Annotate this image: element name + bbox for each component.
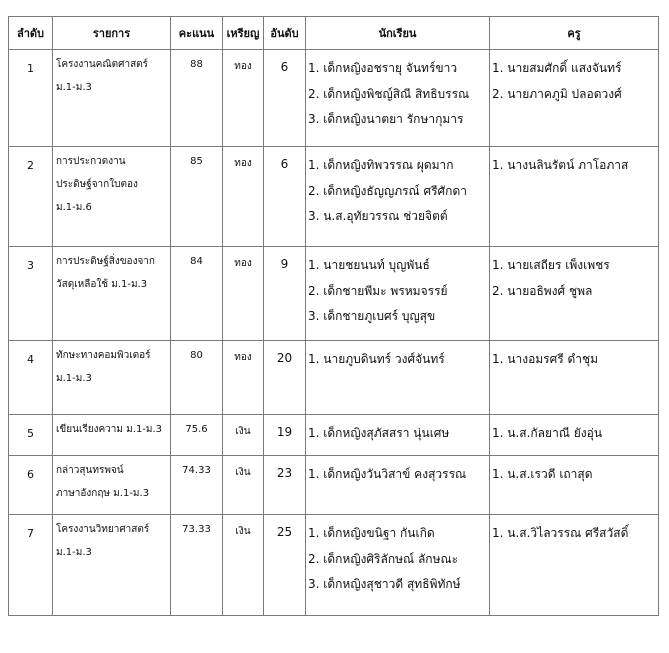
item-cell xyxy=(53,341,171,415)
item-text-line: ม.1-ม.3 xyxy=(56,373,92,384)
header-score: คะแนน xyxy=(171,17,223,50)
rank-cell: 3 xyxy=(9,247,53,341)
students-cell xyxy=(306,341,490,415)
students-cell xyxy=(306,515,490,616)
medal-cell: เงิน xyxy=(223,515,264,616)
order-cell: 20 xyxy=(264,341,306,415)
item-text-line: เขียนเรียงความ ม.1-ม.3 xyxy=(56,424,163,435)
table-row xyxy=(9,147,659,247)
item-text-line: การประกวดงาน xyxy=(56,156,126,167)
score-cell: 75.6 xyxy=(171,415,223,456)
student-name: 1. เด็กหญิงทิพวรรณ ผุดมาก xyxy=(308,158,454,172)
item-cell xyxy=(53,515,171,616)
teacher-name: 1. น.ส.กัลยาณี ยังอุ่น xyxy=(492,426,603,440)
header-teachers: ครู xyxy=(490,17,659,50)
student-name: 3. เด็กหญิงสุชาวดี สุทธิพิทักษ์ xyxy=(308,577,461,591)
teachers-cell xyxy=(490,50,659,147)
student-name: 1. นายชยนนท์ บุญพันธ์ xyxy=(308,258,430,272)
order-cell: 25 xyxy=(264,515,306,616)
medal-cell: เงิน xyxy=(223,456,264,515)
medal-cell: ทอง xyxy=(223,50,264,147)
teachers-cell xyxy=(490,456,659,515)
score-cell: 73.33 xyxy=(171,515,223,616)
results-table xyxy=(8,16,659,616)
rank-cell: 5 xyxy=(9,415,53,456)
order-cell: 6 xyxy=(264,147,306,247)
teachers-cell xyxy=(490,147,659,247)
student-name: 2. เด็กหญิงพิชญ์สิณี สิทธิบรรณ xyxy=(308,86,470,101)
student-name: 1. เด็กหญิงขนิฐา กันเกิด xyxy=(308,526,435,540)
item-cell xyxy=(53,50,171,147)
item-text-line: ภาษาอังกฤษ ม.1-ม.3 xyxy=(56,488,150,499)
students-cell xyxy=(306,456,490,515)
students-cell xyxy=(306,415,490,456)
teacher-name: 1. นางอมรศรี ดำชุม xyxy=(492,352,599,366)
item-text-line: กล่าวสุนทรพจน์ xyxy=(56,465,124,476)
teacher-name: 2. นายภาคภูมิ ปลอดวงศ์ xyxy=(492,86,622,101)
item-text-line: ม.1-ม.3 xyxy=(56,82,92,93)
order-cell: 6 xyxy=(264,50,306,147)
student-name: 3. เด็กชายภูเบศร์ บุญสุข xyxy=(308,309,436,323)
medal-cell: ทอง xyxy=(223,341,264,415)
teachers-cell xyxy=(490,341,659,415)
table-row xyxy=(9,515,659,616)
table-row xyxy=(9,50,659,147)
item-cell xyxy=(53,147,171,247)
student-name: 1. เด็กหญิงวันวิสาข์ คงสุวรรณ xyxy=(308,467,467,481)
student-name: 2. เด็กหญิงธัญญภรณ์ ศรีศักดา xyxy=(308,183,467,198)
student-name: 1. เด็กหญิงอชรายุ จันทร์ขาว xyxy=(308,61,458,75)
rank-cell: 7 xyxy=(9,515,53,616)
item-text-line: โครงงานคณิตศาสตร์ xyxy=(56,59,149,70)
student-name: 3. เด็กหญิงนาตยา รักษากุมาร xyxy=(308,112,464,126)
table-row xyxy=(9,247,659,341)
score-cell: 80 xyxy=(171,341,223,415)
header-students: นักเรียน xyxy=(306,17,490,50)
medal-cell: ทอง xyxy=(223,147,264,247)
item-text-line: ม.1-ม.6 xyxy=(56,202,92,213)
header-item: รายการ xyxy=(53,17,171,50)
students-cell xyxy=(306,147,490,247)
medal-cell: ทอง xyxy=(223,247,264,341)
score-cell: 84 xyxy=(171,247,223,341)
item-text-line: ประดิษฐ์จากใบตอง xyxy=(56,179,138,190)
item-cell xyxy=(53,247,171,341)
item-cell xyxy=(53,415,171,456)
order-cell: 9 xyxy=(264,247,306,341)
student-name: 3. น.ส.อุทัยวรรณ ช่วยจิตต์ xyxy=(308,209,448,223)
item-text-line: ม.1-ม.3 xyxy=(56,547,92,558)
table-row xyxy=(9,341,659,415)
teacher-name: 1. นางนลินรัตน์ ภาโอภาส xyxy=(492,158,629,172)
teacher-name: 1. นายสมศักดิ์ แสงจันทร์ xyxy=(492,61,622,75)
teacher-name: 1. น.ส.เรวดี เถาสุด xyxy=(492,467,593,481)
header-order: อันดับ xyxy=(264,17,306,50)
order-cell: 23 xyxy=(264,456,306,515)
score-cell: 74.33 xyxy=(171,456,223,515)
rank-cell: 4 xyxy=(9,341,53,415)
table-row xyxy=(9,456,659,515)
teacher-name: 1. นายเสถียร เพ็งเพชร xyxy=(492,258,610,272)
rank-cell: 1 xyxy=(9,50,53,147)
teacher-name: 1. น.ส.วิไลวรรณ ศรีสวัสดิ์ xyxy=(492,526,629,540)
medal-cell: เงิน xyxy=(223,415,264,456)
score-cell: 85 xyxy=(171,147,223,247)
item-text-line: การประดิษฐ์สิ่งของจาก xyxy=(56,256,155,267)
table-row xyxy=(9,415,659,456)
item-text-line: ทักษะทางคอมพิวเตอร์ xyxy=(56,350,151,361)
header-row xyxy=(9,17,659,50)
student-name: 2. เด็กชายพีมะ พรหมจรรย์ xyxy=(308,283,448,298)
student-name: 1. นายภูบดินทร์ วงศ์จันทร์ xyxy=(308,352,445,366)
item-cell xyxy=(53,456,171,515)
order-cell: 19 xyxy=(264,415,306,456)
teachers-cell xyxy=(490,515,659,616)
item-text-line: วัสดุเหลือใช้ ม.1-ม.3 xyxy=(56,279,148,290)
teachers-cell xyxy=(490,247,659,341)
item-text-line: โครงงานวิทยาศาสตร์ xyxy=(56,524,150,535)
rank-cell: 6 xyxy=(9,456,53,515)
students-cell xyxy=(306,50,490,147)
score-cell: 88 xyxy=(171,50,223,147)
student-name: 2. เด็กหญิงศิริลักษณ์ ลักษณะ xyxy=(308,551,459,566)
teacher-name: 2. นายอธิพงศ์ ชูพล xyxy=(492,283,593,298)
students-cell xyxy=(306,247,490,341)
student-name: 1. เด็กหญิงสุภัสสรา นุ่นเศษ xyxy=(308,426,450,440)
header-medal: เหรียญ xyxy=(223,17,264,50)
rank-cell: 2 xyxy=(9,147,53,247)
header-rank: ลำดับ xyxy=(9,17,53,50)
teachers-cell xyxy=(490,415,659,456)
